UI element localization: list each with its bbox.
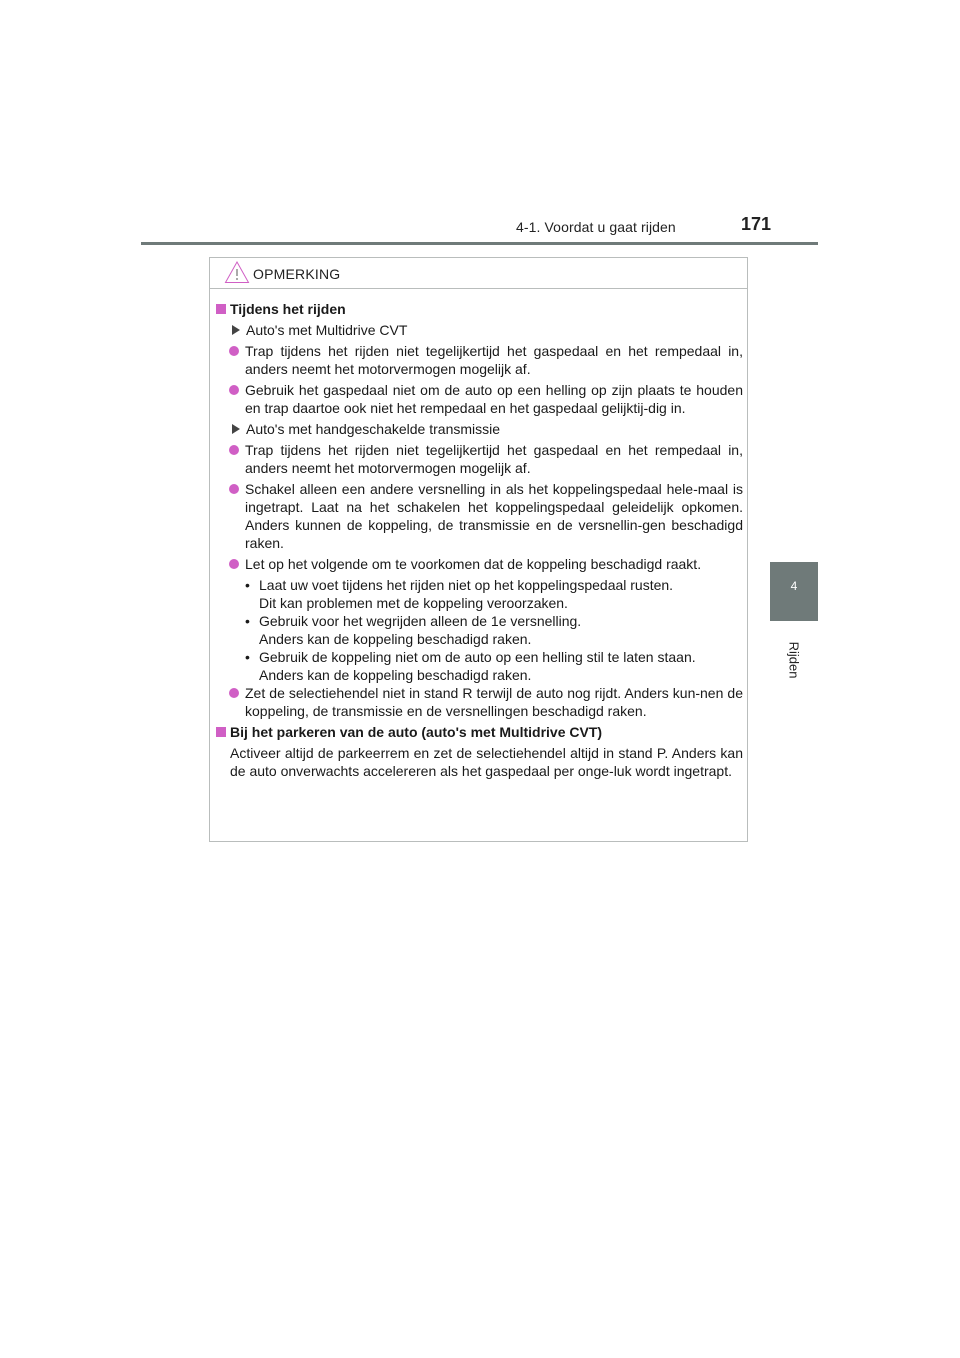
dot-bullet-icon <box>229 385 239 395</box>
dot-bullet-icon <box>229 484 239 494</box>
sub-bullet-icon: • <box>245 577 250 593</box>
list-item-text: Let op het volgende om te voorkomen dat de koppeling beschadigd raakt. <box>245 556 702 572</box>
subheading-text: Auto's met handgeschakelde transmissie <box>246 421 501 437</box>
list-item <box>216 381 743 417</box>
sub-list-item <box>216 612 743 648</box>
notice-header <box>210 258 747 289</box>
dot-bullet-icon <box>229 688 239 698</box>
section-heading <box>216 300 743 318</box>
list-item-text: Trap tijdens het rijden niet tegelijkertijd het gaspedaal en het rempedaal in, anders neemt het motorvermogen mogelijk af. <box>245 442 743 476</box>
subheading <box>216 321 743 339</box>
list-item-text: Schakel alleen een andere versnelling in als het koppelingspedaal hele-maal is ingetrapt. Laat na het schakelen het koppelingspedaal geleidelijk opkomen. Anders kunnen de koppeling, de transmissie en de versnellin-gen beschadigd raken. <box>245 481 743 551</box>
notice-box <box>209 257 748 842</box>
sub-list-line: Gebruik voor het wegrijden alleen de 1e versnelling. <box>259 613 582 629</box>
sub-list-line: Anders kan de koppeling beschadigd raken. <box>259 631 532 647</box>
chapter-tab <box>770 562 818 621</box>
section-heading-text: Tijdens het rijden <box>230 301 346 317</box>
sub-list-line: Dit kan problemen met de koppeling veroorzaken. <box>259 595 568 611</box>
warning-triangle-icon <box>224 260 250 284</box>
arrow-bullet-icon <box>232 325 240 335</box>
section-heading-text: Bij het parkeren van de auto (auto's met Multidrive CVT) <box>230 724 603 740</box>
chapter-label <box>784 630 804 690</box>
sub-list-line: Anders kan de koppeling beschadigd raken. <box>259 667 532 683</box>
dot-bullet-icon <box>229 445 239 455</box>
square-bullet-icon <box>216 727 226 737</box>
section-paragraph: Activeer altijd de parkeerrem en zet de selectiehendel altijd in stand P. Anders kan de auto onverwachts accelereren als het gaspedaal per onge-luk wordt ingetrapt. <box>230 745 743 779</box>
list-item <box>216 555 743 573</box>
chapter-number: 4 <box>790 579 798 593</box>
list-item-text: Gebruik het gaspedaal niet om de auto op een helling op zijn plaats te houden en trap daartoe ook niet het rempedaal en het gaspedaal gelijktij-dig in. <box>245 382 743 416</box>
section-title: 4-1. Voordat u gaat rijden <box>516 219 676 235</box>
sub-list-item <box>216 648 743 684</box>
sub-bullet-icon: • <box>245 649 250 665</box>
sub-list-item <box>216 576 743 612</box>
dot-bullet-icon <box>229 346 239 356</box>
list-item <box>216 342 743 378</box>
list-item-text: Zet de selectiehendel niet in stand R terwijl de auto nog rijdt. Anders kun-nen de koppeling, de transmissie en de versnellingen beschadigd raken. <box>245 685 743 719</box>
chapter-label-text: Rijden <box>786 641 802 679</box>
notice-title: OPMERKING <box>253 266 341 282</box>
list-item <box>216 441 743 477</box>
list-item <box>216 684 743 720</box>
list-item-text: Trap tijdens het rijden niet tegelijkertijd het gaspedaal en het rempedaal in, anders neemt het motorvermogen mogelijk af. <box>245 343 743 377</box>
sub-list-line: Gebruik de koppeling niet om de auto op een helling stil te laten staan. <box>259 649 696 665</box>
sub-list-line: Laat uw voet tijdens het rijden niet op het koppelingspedaal rusten. <box>259 577 674 593</box>
sub-list <box>216 576 743 684</box>
notice-body <box>216 300 743 780</box>
section-heading <box>216 723 743 741</box>
sub-bullet-icon: • <box>245 613 250 629</box>
subheading <box>216 420 743 438</box>
arrow-bullet-icon <box>232 424 240 434</box>
subheading-text: Auto's met Multidrive CVT <box>246 322 408 338</box>
list-item <box>216 480 743 552</box>
page-number: 171 <box>741 214 772 234</box>
header-divider <box>141 242 818 245</box>
square-bullet-icon <box>216 304 226 314</box>
dot-bullet-icon <box>229 559 239 569</box>
